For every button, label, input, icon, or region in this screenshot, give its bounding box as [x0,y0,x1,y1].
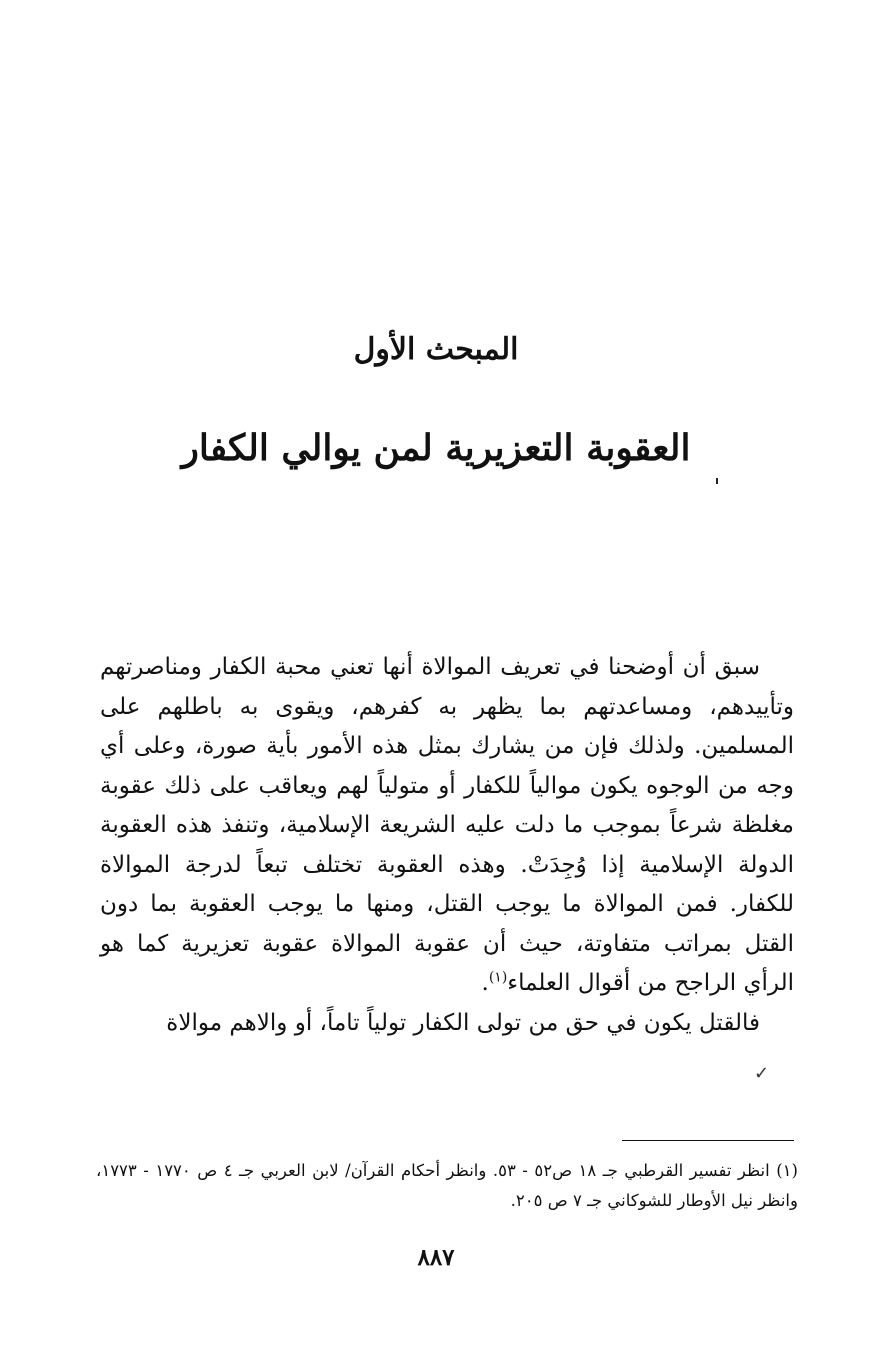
print-speck [716,478,718,484]
paragraph-2: فالقتل يكون في حق من تولى الكفار تولياً تاماً، أو والاهم موالاة [166,1009,760,1036]
page-number: ٨٨٧ [417,1244,455,1271]
footnote-reference[interactable]: (١) [488,969,508,986]
section-title: العقوبة التعزيرية لمن يوالي الكفار [181,427,691,469]
body-text [100,648,794,1043]
footnote-divider [622,1140,794,1141]
footnote-1: (١) انظر تفسير القرطبي جـ ١٨ ص٥٢ - ٥٣. وانظر أحكام القرآن/ لابن العربي جـ ٤ ص ١٧٧٠ - ١٧٧٣، وانظر نيل الأوطار للشوكاني جـ ٧ ص ٢٠٥. [96,1161,798,1210]
paragraph-1-tail: . [481,970,489,996]
section-label: المبحث الأول [353,332,519,367]
margin-check-mark: ✓ [754,1063,770,1084]
paragraph-1-text: سبق أن أوضحنا في تعريف الموالاة أنها تعني محبة الكفار ومناصرتهم وتأييدهم، ومساعدتهم بما يظهر به كفرهم، ويقوى به باطلهم على المسلمين. ولذلك فإن من يشارك بمثل هذه الأمور بأية صورة، وعلى أي وجه من الوجوه يكون موالياً للكفار أو متولياً لهم ويعاقب على ذلك عقوبة مغلظة شرعاً بموجب ما دلت عليه الشريعة الإسلامية، وتنفذ هذه العقوبة الدولة الإسلامية إذا وُجِدَتْ. وهذه العقوبة تختلف تبعاً لدرجة الموالاة للكفار. فمن الموالاة ما يوجب القتل، ومنها ما يوجب العقوبة بما دون القتل بمراتب متفاوتة، حيث أن عقوبة الموالاة عقوبة تعزيرية كما هو الرأي الراجح من أقوال العلماء [100,654,794,996]
paragraph-1 [100,648,794,1004]
